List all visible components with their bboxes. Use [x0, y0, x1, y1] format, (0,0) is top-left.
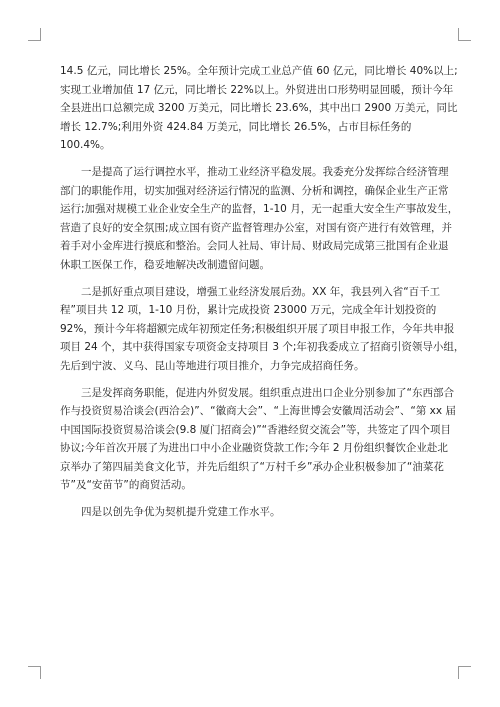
paragraph-point-one — [60, 163, 459, 275]
text-line: 协议;今年首次开展了为进出口中小企业融资贷款工作;今年 2 月份组织餐饮企业赴北 — [60, 442, 448, 455]
text-line: 三是发挥商务职能，促进内外贸发展。组织重点进出口企业分别参加了“东西部合 — [60, 386, 454, 399]
paragraph-stats — [60, 62, 458, 155]
crop-mark-top-right — [458, 28, 471, 41]
text-line: 一是提高了运行调控水平，推动工业经济平稳发展。我委充分发挥综合经济管理 — [60, 165, 449, 178]
document-body — [60, 62, 465, 530]
text-line: 100.4%。 — [60, 139, 111, 152]
text-line: 营造了良好的安全氛围;成立国有资产监督管理办公室，对国有资产进行有效管理，并 — [60, 221, 453, 234]
text-line: 先后到宁波、义乌、昆山等地进行项目推介，力争完成招商任务。 — [60, 359, 365, 372]
paragraph-point-four — [60, 503, 444, 522]
crop-mark-bottom-left — [28, 666, 41, 679]
text-line: 项目 24 个，其中获得国家专项资金支持项目 3 个;年初我委成立了招商引资领导小组， — [60, 341, 465, 354]
text-line: 部门的职能作用，切实加强对经济运行情况的监测、分析和调控，确保企业生产正常 — [60, 184, 449, 197]
text-line: 二是抓好重点项目建设，增强工业经济发展后劲。XX 年，我县列入省“百千工 — [60, 285, 441, 298]
crop-mark-bottom-right — [458, 666, 471, 679]
text-line: 92%，预计今年将超额完成年初预定任务;积极组织开展了项目申报工作，今年共申报 — [60, 322, 455, 335]
paragraph-point-three — [60, 384, 456, 496]
text-line: 运行;加强对规模工业企业安全生产的监督，1-10 月，无一起重大安全生产事故发生， — [60, 203, 459, 216]
text-line: 节”及“安苗节”的商贸活动。 — [60, 479, 192, 492]
text-line: 中国国际投资贸易洽谈会(9.8 厦门招商会)”“香港经贸交流会”等，共签定了四个项目 — [60, 423, 452, 436]
text-line: 作与投资贸易洽谈会(西洽会)”、“徽商大会”、“上海世博会安徽周活动会”、“第 xx 届 — [60, 405, 456, 418]
text-line: 着手对小金库进行摸底和整治。会同人社局、审计局、财政局完成第三批国有企业退 — [60, 240, 449, 253]
text-line: 实现工业增加值 17 亿元，同比增长 22%以上。外贸进出口形势明显回暖，预计今年 — [60, 83, 454, 96]
text-line: 14.5 亿元，同比增长 25%。全年预计完成工业总产值 60 亿元，同比增长 40%以上; — [60, 65, 458, 77]
text-line: 程”项目共 12 项，1-10 月份，累计完成投资 23000 万元，完成全年计划投资的 — [60, 304, 437, 317]
text-line: 四是以创先争优为契机提升党建工作水平。 — [60, 506, 281, 519]
text-line: 增长 12.7%;利用外资 424.84 万美元，同比增长 26.5%，占市目标任务的 — [60, 120, 412, 133]
crop-mark-top-left — [28, 28, 41, 41]
text-line: 休职工医保工作，稳妥地解决改制遗留问题。 — [60, 258, 270, 271]
text-line: 全县进出口总额完成 3200 万美元，同比增长 23.6%，其中出口 2900 万美元，同比 — [60, 102, 458, 115]
paragraph-point-two — [60, 283, 465, 376]
text-line: 京举办了第四届美食文化节，并先后组织了“万村千乡”承办企业积极参加了“油菜花 — [60, 460, 444, 473]
